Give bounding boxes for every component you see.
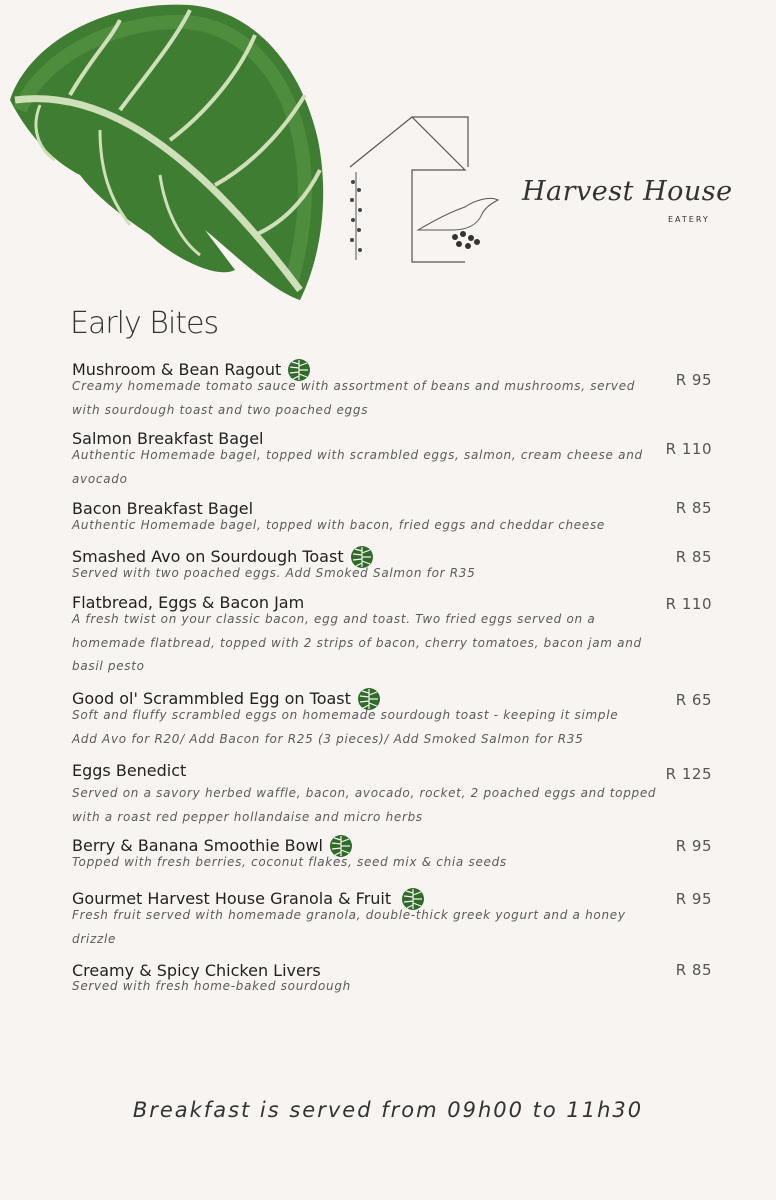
menu-item-price: R 95: [675, 837, 712, 855]
menu-item-name: Bacon Breakfast Bagel: [72, 499, 254, 518]
menu-item-description: Creamy homemade tomato sauce with assortment of beans and mushrooms, served with sourdough toast and two poached eggs: [72, 379, 636, 417]
menu-item-price: R 110: [665, 440, 712, 458]
menu-item: [72, 546, 712, 586]
menu-item-name: Eggs Benedict: [72, 761, 187, 780]
menu-item-name: Creamy & Spicy Chicken Livers: [72, 961, 321, 980]
menu-item-name-row: [72, 760, 712, 782]
brand-name: Harvest House: [522, 176, 733, 207]
menu-item-name: Salmon Breakfast Bagel: [72, 429, 264, 448]
menu-item: [72, 498, 712, 538]
menu-item-description: Authentic Homemade bagel, topped with bacon, fried eggs and cheddar cheese: [72, 518, 606, 532]
menu-item-price: R 85: [675, 961, 712, 979]
menu-item-description: Topped with fresh berries, coconut flakes, seed mix & chia seeds: [72, 855, 507, 869]
monstera-leaf-illustration: [0, 0, 330, 310]
menu-item-name: Smashed Avo on Sourdough Toast: [72, 547, 344, 566]
menu-item-name: Flatbread, Eggs & Bacon Jam: [72, 593, 305, 612]
brand-subtitle: EATERY: [668, 215, 710, 224]
menu-item: [72, 592, 712, 679]
harvest-house-logo-mark: [340, 112, 520, 272]
menu-item-price: R 85: [675, 548, 712, 566]
menu-item-price: R 65: [675, 691, 712, 709]
menu-item-description: Soft and fluffy scrambled eggs on homemade sourdough toast - keeping it simple: [72, 708, 619, 722]
menu-item: [72, 960, 712, 994]
menu-item: [72, 835, 712, 875]
menu-item-name: Mushroom & Bean Ragout: [72, 360, 282, 379]
menu-item-description: Served with two poached eggs. Add Smoked Salmon for R35: [72, 566, 476, 580]
menu-item: [72, 760, 712, 829]
menu-item-price: R 125: [665, 765, 712, 783]
menu-item: [72, 888, 712, 951]
breakfast-hours-note: Breakfast is served from 09h00 to 11h30: [132, 1098, 644, 1122]
section-title: Early Bites: [70, 306, 219, 341]
menu-item-description: Fresh fruit served with homemade granola, double-thick greek yogurt and a honey drizzle: [72, 908, 626, 946]
menu-item-price: R 85: [675, 499, 712, 517]
menu-item-name: Good ol' Scrammbled Egg on Toast: [72, 689, 351, 708]
menu-item-price: R 95: [675, 371, 712, 389]
menu-item: [72, 359, 712, 422]
menu-item-price: R 110: [665, 595, 712, 613]
menu-item-description: Served with fresh home-baked sourdough: [72, 979, 351, 993]
menu-item: [72, 428, 712, 491]
menu-item-name: Berry & Banana Smoothie Bowl: [72, 836, 323, 855]
menu-item: [72, 688, 712, 751]
menu-item-price: R 95: [675, 890, 712, 908]
menu-item-description: A fresh twist on your classic bacon, egg and toast. Two fried eggs served on a homemade flatbread, topped with 2 strips of bacon, cherry tomatoes, bacon jam and basil pesto: [72, 612, 642, 673]
menu-item-extras: Add Avo for R20/ Add Bacon for R25 (3 pieces)/ Add Smoked Salmon for R35: [72, 731, 584, 746]
menu-item-name: Gourmet Harvest House Granola & Fruit: [72, 889, 392, 908]
menu-item-description: Authentic Homemade bagel, topped with scrambled eggs, salmon, cream cheese and avocado: [72, 448, 643, 486]
menu-item-description: Served on a savory herbed waffle, bacon, avocado, rocket, 2 poached eggs and topped with a roast red pepper hollandaise and micro herbs: [72, 786, 657, 824]
